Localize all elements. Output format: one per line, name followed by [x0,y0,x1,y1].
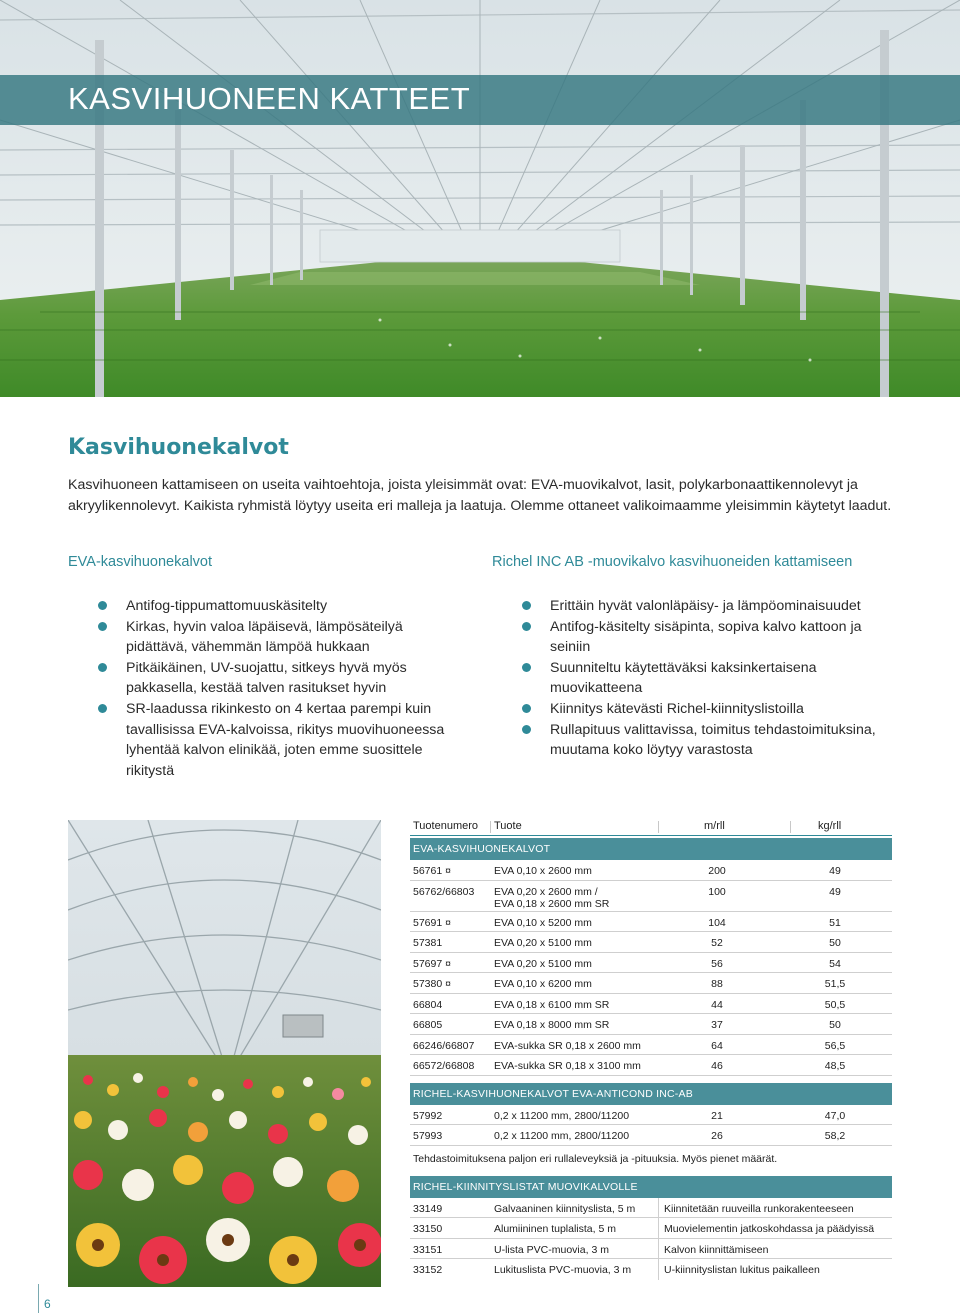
table-header [410,818,892,836]
list-item: Antifog-käsitelty sisäpinta, sopiva kalvo kattoon ja seiniin [492,617,902,658]
group-title: RICHEL-KASVIHUONEKALVOT EVA-ANTICOND INC-AB [410,1083,892,1105]
column-header: kg/rll [818,820,842,832]
list-item: Kiinnitys kätevästi Richel-kiinnityslistoilla [492,699,902,720]
column-header: Tuotenumero [413,820,479,832]
bullet-icon [98,601,107,610]
table-row: 56762/66803 EVA 0,20 x 2600 mm / EVA 0,18 x 2600 mm SR 100 49 [410,881,892,912]
list-item: Pitkäikäinen, UV-suojattu, sitkeys hyvä myös pakkasella, kestää talven rasitukset hyvin [68,658,468,699]
section-heading: Kasvihuonekalvot [68,435,289,460]
flowers-illustration [68,820,381,1287]
hero-greenhouse-photo [0,0,960,397]
table-row: 66572/66808 EVA-sukka SR 0,18 x 3100 mm 46 48,5 [410,1055,892,1076]
bullet-icon [522,725,531,734]
richel-features-heading: Richel INC AB -muovikalvo kasvihuoneiden kattamiseen [492,554,853,570]
intro-paragraph: Kasvihuoneen kattamiseen on useita vaihtoehtoja, joista yleisimmät ovat: EVA-muovikalvot, lasit, polykarbonaattikennolevyt ja akryylikennolevyt. Kaikista ryhmistä löytyy useita eri malleja ja laatuja. Olemme ottaneet valikoimaamme yleisimmin käytetyt laadut. [68,477,892,514]
flower-greenhouse-photo [68,820,381,1287]
list-item: Kirkas, hyvin valoa läpäisevä, lämpösäteilyä pidättävä, vähemmän lämpöä hukkaan [68,617,468,658]
table-row: 33149 Galvaaninen kiinnityslista, 5 m Kiinnitetään ruuveilla runkorakenteeseen [410,1198,892,1219]
list-item: Rullapituus valittavissa, toimitus tehdastoimituksina, muutama koko löytyy varastosta [492,720,902,761]
eva-features-heading: EVA-kasvihuonekalvot [68,554,213,570]
bullet-icon [522,601,531,610]
table-row: 57993 0,2 x 11200 mm, 2800/11200 26 58,2 [410,1125,892,1146]
list-item: Suunniteltu käytettäväksi kaksinkertaisena muovikatteena [492,658,902,699]
column-header: Tuote [494,820,522,832]
table-row: 57381 EVA 0,20 x 5100 mm 52 50 [410,932,892,953]
table-row: 57691 ¤ EVA 0,10 x 5200 mm 104 51 [410,912,892,933]
richel-features-list [492,596,902,761]
table-row: 56761 ¤ EVA 0,10 x 2600 mm 200 49 [410,860,892,881]
table-row: 66804 EVA 0,18 x 6100 mm SR 44 50,5 [410,994,892,1015]
list-item: SR-laadussa rikinkesto on 4 kertaa parempi kuin tavallisissa EVA-kalvoissa, rikitys muovihuoneessa lyhentää kalvon elinikää, joten emme suosittele rikitystä [68,699,468,781]
column-header: m/rll [704,820,725,832]
list-item: Erittäin hyvät valonläpäisy- ja lämpöominaisuudet [492,596,902,617]
bullet-icon [522,704,531,713]
bullet-icon [522,622,531,631]
bullet-icon [98,663,107,672]
eva-features-list [68,596,468,781]
page-number: 6 [44,1297,51,1311]
bullet-icon [98,622,107,631]
table-row: 66805 EVA 0,18 x 8000 mm SR 37 50 [410,1014,892,1035]
table-row: 66246/66807 EVA-sukka SR 0,18 x 2600 mm 64 56,5 [410,1035,892,1056]
table-note: Tehdastoimituksena paljon eri rullaleveyksiä ja -pituuksia. Myös pienet määrät. [413,1152,778,1165]
table-row: 33150 Alumiininen tuplalista, 5 m Muovielementin jatkoskohdassa ja päädyissä [410,1218,892,1239]
greenhouse-interior-illustration [0,0,960,397]
product-table [410,818,892,1280]
group-title: EVA-KASVIHUONEKALVOT [410,838,892,860]
bullet-icon [522,663,531,672]
bullet-icon [98,704,107,713]
group-title: RICHEL-KIINNITYSLISTAT MUOVIKALVOLLE [410,1176,892,1198]
richel-features-column [492,554,902,761]
eva-features-column [68,554,468,781]
page-title: KASVIHUONEEN KATTEET [68,81,471,116]
table-row: 57380 ¤ EVA 0,10 x 6200 mm 88 51,5 [410,973,892,994]
page-divider [38,1284,39,1313]
table-row: 33151 U-lista PVC-muovia, 3 m Kalvon kiinnittämiseen [410,1239,892,1260]
list-item: Antifog-tippumattomuuskäsitelty [68,596,468,617]
table-row: 57992 0,2 x 11200 mm, 2800/11200 21 47,0 [410,1105,892,1126]
table-row: 33152 Lukituslista PVC-muovia, 3 m U-kiinnityslistan lukitus paikalleen [410,1259,892,1280]
title-band [0,75,960,125]
table-row: 57697 ¤ EVA 0,20 x 5100 mm 56 54 [410,953,892,974]
